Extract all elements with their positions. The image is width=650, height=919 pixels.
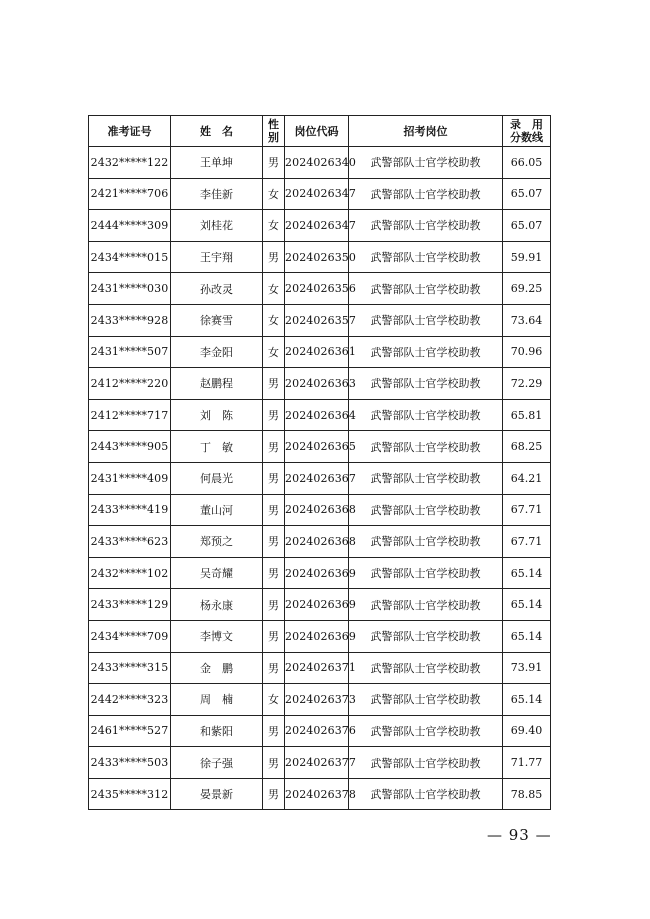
header-gender-line1: 性 xyxy=(268,118,279,131)
cell-name: 徐子强 xyxy=(171,747,263,779)
table-row xyxy=(89,273,551,305)
table-row xyxy=(89,431,551,463)
page-number: — 93 — xyxy=(487,826,552,844)
cell-score: 65.07 xyxy=(503,178,551,210)
header-score-line2: 分数线 xyxy=(510,131,543,144)
cell-gender: 女 xyxy=(263,336,285,368)
cell-exam-id: 2433*****503 xyxy=(89,747,171,779)
table-row xyxy=(89,368,551,400)
admission-table xyxy=(88,115,551,810)
table-row xyxy=(89,747,551,779)
cell-position: 武警部队士官学校助教 xyxy=(349,431,503,463)
cell-position-code: 2024026369 xyxy=(285,589,349,621)
cell-position-code: 2024026356 xyxy=(285,273,349,305)
table-row xyxy=(89,620,551,652)
cell-score: 59.91 xyxy=(503,241,551,273)
cell-exam-id: 2461*****527 xyxy=(89,715,171,747)
cell-exam-id: 2433*****623 xyxy=(89,526,171,558)
cell-exam-id: 2433*****129 xyxy=(89,589,171,621)
cell-exam-id: 2432*****102 xyxy=(89,557,171,589)
cell-score: 68.25 xyxy=(503,431,551,463)
cell-score: 69.25 xyxy=(503,273,551,305)
cell-position: 武警部队士官学校助教 xyxy=(349,399,503,431)
cell-name: 董山河 xyxy=(171,494,263,526)
cell-gender: 男 xyxy=(263,526,285,558)
cell-gender: 女 xyxy=(263,210,285,242)
cell-score: 69.40 xyxy=(503,715,551,747)
cell-score: 65.14 xyxy=(503,620,551,652)
cell-position-code: 2024026347 xyxy=(285,178,349,210)
cell-name: 孙改灵 xyxy=(171,273,263,305)
cell-score: 65.14 xyxy=(503,684,551,716)
cell-position-code: 2024026371 xyxy=(285,652,349,684)
cell-position-code: 2024026369 xyxy=(285,620,349,652)
cell-position: 武警部队士官学校助教 xyxy=(349,273,503,305)
cell-position-code: 2024026367 xyxy=(285,462,349,494)
cell-name: 郑预之 xyxy=(171,526,263,558)
cell-exam-id: 2412*****220 xyxy=(89,368,171,400)
cell-gender: 男 xyxy=(263,747,285,779)
table-row xyxy=(89,336,551,368)
cell-position: 武警部队士官学校助教 xyxy=(349,241,503,273)
table-row xyxy=(89,778,551,810)
cell-position-code: 2024026347 xyxy=(285,210,349,242)
table-row xyxy=(89,526,551,558)
table-row xyxy=(89,494,551,526)
cell-position: 武警部队士官学校助教 xyxy=(349,462,503,494)
table-row xyxy=(89,652,551,684)
cell-score: 67.71 xyxy=(503,494,551,526)
table-row xyxy=(89,684,551,716)
cell-score: 73.64 xyxy=(503,304,551,336)
cell-position-code: 2024026373 xyxy=(285,684,349,716)
cell-exam-id: 2412*****717 xyxy=(89,399,171,431)
cell-gender: 女 xyxy=(263,304,285,336)
cell-exam-id: 2442*****323 xyxy=(89,684,171,716)
cell-exam-id: 2432*****122 xyxy=(89,147,171,179)
cell-position-code: 2024026363 xyxy=(285,368,349,400)
header-gender-line2: 别 xyxy=(268,131,279,144)
cell-position: 武警部队士官学校助教 xyxy=(349,684,503,716)
cell-position: 武警部队士官学校助教 xyxy=(349,747,503,779)
table-row xyxy=(89,462,551,494)
cell-position: 武警部队士官学校助教 xyxy=(349,336,503,368)
cell-exam-id: 2444*****309 xyxy=(89,210,171,242)
cell-exam-id: 2421*****706 xyxy=(89,178,171,210)
cell-name: 刘 陈 xyxy=(171,399,263,431)
cell-position: 武警部队士官学校助教 xyxy=(349,557,503,589)
cell-gender: 男 xyxy=(263,715,285,747)
table-row xyxy=(89,241,551,273)
cell-position-code: 2024026357 xyxy=(285,304,349,336)
cell-exam-id: 2434*****709 xyxy=(89,620,171,652)
cell-name: 李金阳 xyxy=(171,336,263,368)
cell-exam-id: 2431*****030 xyxy=(89,273,171,305)
cell-gender: 女 xyxy=(263,684,285,716)
cell-score: 71.77 xyxy=(503,747,551,779)
cell-score: 65.14 xyxy=(503,589,551,621)
cell-exam-id: 2443*****905 xyxy=(89,431,171,463)
cell-gender: 男 xyxy=(263,557,285,589)
cell-gender: 男 xyxy=(263,589,285,621)
cell-exam-id: 2431*****507 xyxy=(89,336,171,368)
cell-name: 王单坤 xyxy=(171,147,263,179)
cell-position-code: 2024026364 xyxy=(285,399,349,431)
cell-name: 何晨光 xyxy=(171,462,263,494)
cell-position: 武警部队士官学校助教 xyxy=(349,304,503,336)
cell-gender: 男 xyxy=(263,431,285,463)
table-row xyxy=(89,210,551,242)
cell-score: 65.07 xyxy=(503,210,551,242)
cell-name: 吴奇耀 xyxy=(171,557,263,589)
cell-score: 64.21 xyxy=(503,462,551,494)
cell-gender: 男 xyxy=(263,462,285,494)
cell-gender: 男 xyxy=(263,399,285,431)
cell-gender: 男 xyxy=(263,620,285,652)
cell-score: 73.91 xyxy=(503,652,551,684)
cell-name: 和紫阳 xyxy=(171,715,263,747)
cell-position-code: 2024026361 xyxy=(285,336,349,368)
cell-position-code: 2024026369 xyxy=(285,557,349,589)
cell-position: 武警部队士官学校助教 xyxy=(349,715,503,747)
cell-score: 66.05 xyxy=(503,147,551,179)
cell-position-code: 2024026365 xyxy=(285,431,349,463)
table-row xyxy=(89,147,551,179)
cell-gender: 男 xyxy=(263,778,285,810)
table-row xyxy=(89,557,551,589)
cell-position: 武警部队士官学校助教 xyxy=(349,210,503,242)
cell-gender: 男 xyxy=(263,241,285,273)
table-body xyxy=(89,147,551,810)
header-score-line1: 录 用 xyxy=(510,118,543,131)
cell-gender: 男 xyxy=(263,652,285,684)
cell-name: 晏景新 xyxy=(171,778,263,810)
header-position-code: 岗位代码 xyxy=(285,116,349,147)
cell-score: 78.85 xyxy=(503,778,551,810)
cell-position-code: 2024026378 xyxy=(285,778,349,810)
table-row xyxy=(89,178,551,210)
cell-score: 72.29 xyxy=(503,368,551,400)
header-exam-id: 准考证号 xyxy=(89,116,171,147)
table-row xyxy=(89,399,551,431)
cell-exam-id: 2434*****015 xyxy=(89,241,171,273)
cell-name: 丁 敏 xyxy=(171,431,263,463)
cell-name: 赵鹏程 xyxy=(171,368,263,400)
cell-score: 65.14 xyxy=(503,557,551,589)
header-score xyxy=(503,116,551,147)
cell-position-code: 2024026377 xyxy=(285,747,349,779)
cell-name: 周 楠 xyxy=(171,684,263,716)
table-row xyxy=(89,589,551,621)
cell-position-code: 2024026376 xyxy=(285,715,349,747)
cell-name: 刘桂花 xyxy=(171,210,263,242)
header-gender xyxy=(263,116,285,147)
cell-gender: 女 xyxy=(263,273,285,305)
table-header-row xyxy=(89,116,551,147)
cell-exam-id: 2435*****312 xyxy=(89,778,171,810)
table-row xyxy=(89,715,551,747)
cell-name: 杨永康 xyxy=(171,589,263,621)
cell-gender: 男 xyxy=(263,494,285,526)
cell-position-code: 2024026368 xyxy=(285,494,349,526)
cell-name: 李博文 xyxy=(171,620,263,652)
cell-position: 武警部队士官学校助教 xyxy=(349,652,503,684)
header-position: 招考岗位 xyxy=(349,116,503,147)
cell-name: 金 鹏 xyxy=(171,652,263,684)
cell-exam-id: 2433*****419 xyxy=(89,494,171,526)
cell-position: 武警部队士官学校助教 xyxy=(349,178,503,210)
table-row xyxy=(89,304,551,336)
cell-position-code: 2024026340 xyxy=(285,147,349,179)
cell-name: 徐赛雪 xyxy=(171,304,263,336)
cell-position: 武警部队士官学校助教 xyxy=(349,526,503,558)
cell-score: 65.81 xyxy=(503,399,551,431)
header-name: 姓 名 xyxy=(171,116,263,147)
cell-score: 67.71 xyxy=(503,526,551,558)
cell-exam-id: 2433*****928 xyxy=(89,304,171,336)
cell-score: 70.96 xyxy=(503,336,551,368)
cell-name: 李佳新 xyxy=(171,178,263,210)
cell-exam-id: 2433*****315 xyxy=(89,652,171,684)
cell-name: 王宇翔 xyxy=(171,241,263,273)
cell-position: 武警部队士官学校助教 xyxy=(349,147,503,179)
cell-gender: 男 xyxy=(263,147,285,179)
cell-gender: 女 xyxy=(263,178,285,210)
cell-gender: 男 xyxy=(263,368,285,400)
cell-position-code: 2024026368 xyxy=(285,526,349,558)
cell-position-code: 2024026350 xyxy=(285,241,349,273)
cell-position: 武警部队士官学校助教 xyxy=(349,620,503,652)
cell-position: 武警部队士官学校助教 xyxy=(349,494,503,526)
cell-position: 武警部队士官学校助教 xyxy=(349,778,503,810)
cell-position: 武警部队士官学校助教 xyxy=(349,589,503,621)
cell-exam-id: 2431*****409 xyxy=(89,462,171,494)
cell-position: 武警部队士官学校助教 xyxy=(349,368,503,400)
